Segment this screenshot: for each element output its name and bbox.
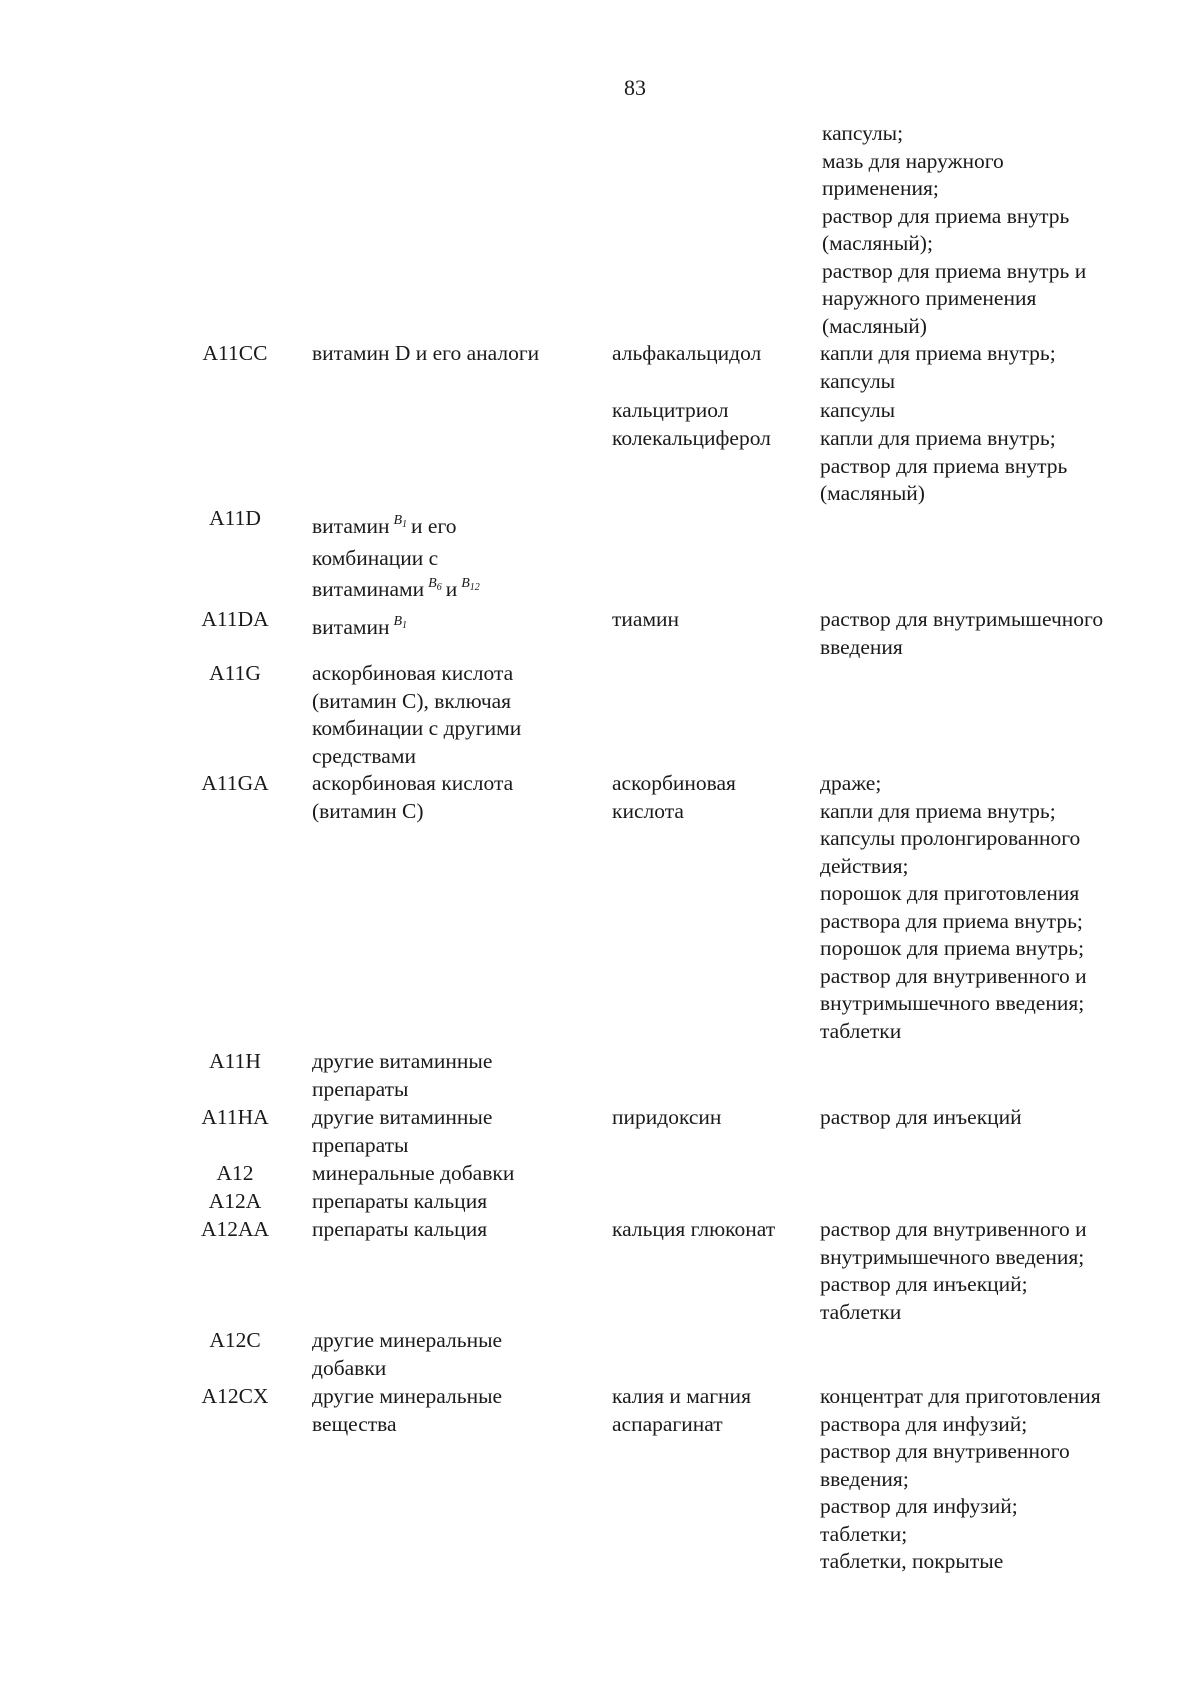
dosage-form-line: внутримышечного введения;: [820, 1244, 1085, 1269]
inn-line: кислота: [612, 798, 684, 823]
inn-line: тиамин: [612, 607, 680, 631]
group-line: минеральные добавки: [312, 1161, 515, 1185]
atc-code: A11CC: [202, 341, 268, 365]
group-line: препараты: [312, 1132, 409, 1157]
inn-line: калия и магния: [612, 1384, 751, 1408]
dosage-form-line: внутримышечного введения;: [820, 991, 1085, 1015]
atc-group-name: [312, 340, 602, 368]
group-line: комбинации с: [312, 545, 439, 570]
vitamin-letter: B: [393, 614, 403, 629]
atc-group-name: [312, 1048, 602, 1103]
atc-code: A11G: [209, 661, 261, 685]
vitamin-symbol: [428, 576, 442, 591]
dosage-forms: [820, 606, 1192, 661]
dosage-forms: [820, 397, 1192, 425]
group-text: витаминами: [312, 577, 425, 601]
group-line: другие минеральные: [312, 1384, 503, 1408]
group-line: вещества: [312, 1411, 397, 1436]
atc-group-name: [312, 1160, 602, 1188]
group-line: другие минеральные: [312, 1328, 503, 1352]
inn-line: аспарагинат: [612, 1411, 723, 1436]
dosage-forms: [820, 340, 1192, 395]
dosage-form-line: (масляный): [820, 481, 925, 505]
group-line: аскорбиновая кислота: [312, 661, 514, 685]
drug-name: [612, 606, 817, 634]
vitamin-symbol: [461, 576, 480, 591]
atc-code: A11H: [209, 1049, 261, 1073]
dosage-forms: [820, 1104, 1192, 1132]
dosage-form-line: раствора для приема внутрь;: [820, 908, 1083, 933]
vitamin-index: 1: [402, 519, 408, 530]
atc-group-name: [312, 1188, 602, 1216]
vitamin-letter: B: [428, 576, 437, 591]
dosage-form-line: (масляный): [822, 313, 927, 338]
group-text: витамин: [312, 615, 390, 639]
drug-name: [612, 340, 817, 368]
drug-name: [612, 1104, 817, 1132]
group-line: аскорбиновая кислота: [312, 771, 514, 795]
group-line: [312, 513, 602, 545]
dosage-form-line: капсулы: [820, 398, 896, 422]
group-line: (витамин С), включая: [312, 688, 512, 713]
dosage-form-line: раствора для инфузий;: [820, 1411, 1028, 1436]
dosage-form-line: раствор для внутривенного и: [820, 1217, 1087, 1241]
atc-group-name: [312, 1383, 602, 1438]
dosage-form-line: капли для приема внутрь;: [820, 798, 1056, 823]
dosage-form-line: раствор для приема внутрь: [822, 203, 1070, 228]
dosage-form-line: мазь для наружного: [822, 148, 1004, 173]
inn-line: альфакальцидол: [612, 341, 762, 365]
group-line: [312, 572, 602, 611]
dosage-form-line: раствор для приема внутрь: [820, 453, 1068, 478]
atc-group-name: [312, 660, 602, 770]
atc-code: A12: [216, 1161, 254, 1185]
dosage-form-line: действия;: [820, 853, 909, 878]
atc-group-name: [312, 614, 602, 646]
vitamin-letter: B: [461, 576, 470, 591]
dosage-forms: [820, 1216, 1192, 1326]
dosage-forms: [820, 425, 1192, 508]
group-line: [312, 614, 602, 646]
drug-name: [612, 1383, 817, 1438]
dosage-form-line: капсулы пролонгированного: [820, 826, 1081, 850]
dosage-form-line: раствор для приема внутрь и: [822, 258, 1087, 283]
dosage-form-line: применения;: [822, 176, 939, 200]
inn-line: кальцитриол: [612, 398, 729, 422]
atc-group-name: [312, 770, 602, 825]
vitamin-symbol: [393, 614, 407, 629]
vitamin-index: 12: [469, 582, 480, 593]
dosage-form-line: таблетки: [820, 1018, 902, 1043]
group-line: (витамин С): [312, 798, 424, 823]
dosage-form-line: капсулы: [820, 368, 896, 393]
group-line: другие витаминные: [312, 1049, 493, 1073]
vitamin-letter: B: [393, 513, 403, 528]
dosage-form-line: драже;: [820, 771, 882, 795]
group-line: добавки: [312, 1355, 387, 1380]
group-text: витамин: [312, 514, 390, 538]
atc-group-name: [312, 513, 602, 611]
group-text: и: [445, 577, 458, 601]
group-line: препараты: [312, 1076, 409, 1101]
group-line: комбинации с другими: [312, 716, 522, 740]
dosage-form-line: введения: [820, 634, 903, 659]
atc-code: A12CX: [201, 1384, 269, 1408]
dosage-form-line: таблетки, покрытые: [820, 1549, 1004, 1573]
continued-dosage-forms: [822, 120, 1192, 340]
group-line: препараты кальция: [312, 1189, 488, 1213]
dosage-form-line: порошок для приема внутрь;: [820, 936, 1085, 960]
dosage-form-line: (масляный);: [822, 231, 933, 255]
atc-group-name: [312, 1327, 602, 1382]
inn-line: аскорбиновая: [612, 771, 736, 795]
atc-code: A11GA: [201, 771, 269, 795]
drug-name: [612, 397, 817, 425]
atc-code: A11D: [209, 506, 261, 530]
dosage-form-line: наружного применения: [822, 286, 1037, 310]
dosage-forms: [820, 1383, 1192, 1576]
dosage-form-line: порошок для приготовления: [820, 881, 1080, 905]
dosage-form-line: концентрат для приготовления: [820, 1384, 1101, 1408]
dosage-form-line: таблетки;: [820, 1521, 908, 1546]
atc-code: A11HA: [201, 1105, 269, 1129]
vitamin-index: 1: [402, 620, 408, 631]
group-line: витамин D и его аналоги: [312, 341, 540, 365]
atc-group-name: [312, 1104, 602, 1159]
inn-line: кальция глюконат: [612, 1217, 776, 1241]
atc-code: A12AA: [200, 1217, 270, 1241]
group-text: и его: [411, 514, 457, 538]
dosage-form-line: раствор для внутривенного и: [820, 963, 1087, 988]
dosage-form-line: раствор для инъекций: [820, 1105, 1022, 1129]
group-line: препараты кальция: [312, 1217, 488, 1241]
dosage-forms: [820, 770, 1192, 1045]
dosage-form-line: капсулы;: [822, 121, 904, 145]
group-line: другие витаминные: [312, 1105, 493, 1129]
dosage-form-line: раствор для внутривенного: [820, 1439, 1070, 1463]
atc-code: A11DA: [201, 607, 269, 631]
inn-line: колекальциферол: [612, 426, 771, 450]
atc-code: A12C: [209, 1328, 261, 1352]
vitamin-symbol: [393, 513, 407, 528]
dosage-form-line: раствор для инъекций;: [820, 1272, 1028, 1296]
atc-code: A12A: [208, 1189, 262, 1213]
inn-line: пиридоксин: [612, 1105, 722, 1129]
group-line: средствами: [312, 743, 416, 768]
dosage-form-line: капли для приема внутрь;: [820, 341, 1056, 365]
drug-name: [612, 770, 817, 825]
atc-group-name: [312, 1216, 602, 1244]
dosage-form-line: введения;: [820, 1466, 909, 1491]
dosage-form-line: раствор для внутримышечного: [820, 607, 1104, 631]
dosage-form-line: раствор для инфузий;: [820, 1494, 1018, 1518]
drug-name: [612, 1216, 817, 1244]
dosage-form-line: таблетки: [820, 1299, 902, 1324]
dosage-form-line: капли для приема внутрь;: [820, 426, 1056, 450]
vitamin-index: 6: [436, 582, 442, 593]
page-number: 83: [624, 75, 646, 100]
drug-name: [612, 425, 817, 453]
